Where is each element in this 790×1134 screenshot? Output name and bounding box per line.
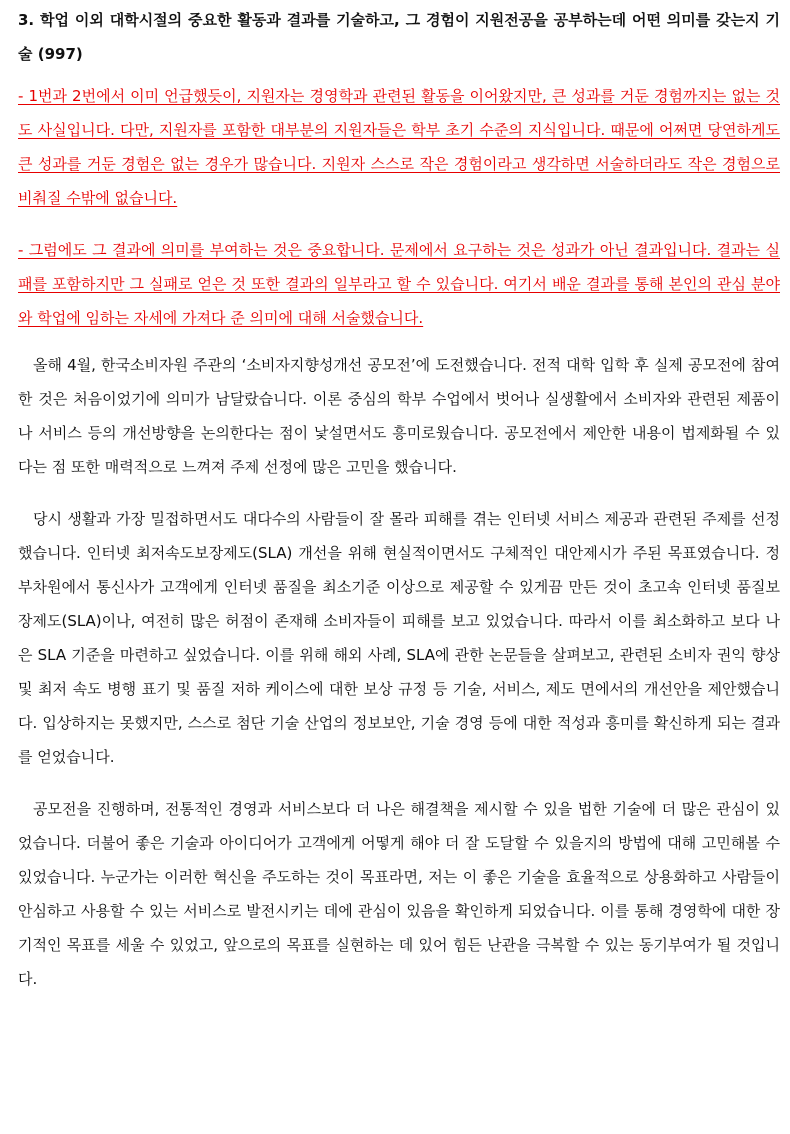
question-heading: 3. 학업 이외 대학시절의 중요한 활동과 결과를 기술하고, 그 경험이 지원전공을 공부하는데 어떤 의미를 갖는지 기술 (997) [18,11,780,63]
advisor-note-2: - 그럼에도 그 결과에 의미를 부여하는 것은 중요합니다. 문제에서 요구하는 것은 성과가 아닌 결과입니다. 결과는 실패를 포함하지만 그 실패로 얻은 것 또한 결과의 일부라고 할 수 있습니다. 여기서 배운 결과를 통해 본인의 관심 분야와 학업에 임하는 자세에 가져다 준 의미에 대해 서술했습니다. [18,241,780,327]
essay-document [18,0,780,996]
essay-paragraph-1: 올해 4월, 한국소비자원 주관의 ‘소비자지향성개선 공모전’에 도전했습니다. 전적 대학 입학 후 실제 공모전에 참여한 것은 처음이었기에 의미가 남달랐습니다. 이론 중심의 학부 수업에서 벗어나 실생활에서 소비자와 관련된 제품이나 서비스 등의 개선방향을 논의한다는 점이 낯설면서도 흥미로웠습니다. 공모전에서 제안한 내용이 법제화될 수 있다는 점 또한 매력적으로 느껴져 주제 선정에 많은 고민을 했습니다. [18,356,780,476]
essay-paragraph-2: 당시 생활과 가장 밀접하면서도 대다수의 사람들이 잘 몰라 피해를 겪는 인터넷 서비스 제공과 관련된 주제를 선정했습니다. 인터넷 최저속도보장제도(SLA) 개선을 위해 현실적이면서도 구체적인 대안제시가 주된 목표였습니다. 정부차원에서 통신사가 고객에게 인터넷 품질을 최소기준 이상으로 제공할 수 있게끔 만든 것이 초고속 인터넷 품질보장제도(SLA)이나, 여전히 많은 허점이 존재해 소비자들이 피해를 보고 있었습니다. 따라서 이를 최소화하고 보다 나은 SLA 기준을 마련하고 싶었습니다. 이를 위해 해외 사례, SLA에 관한 논문들을 살펴보고, 관련된 소비자 권익 향상 및 최저 속도 병행 표기 및 품질 저하 케이스에 대한 보상 규정 등 기술, 서비스, 제도 면에서의 개선안을 제안했습니다. 입상하지는 못했지만, 스스로 첨단 기술 산업의 정보보안, 기술 경영 등에 대한 적성과 흥미를 확신하게 되는 결과를 얻었습니다. [18,510,780,766]
advisor-note-1: - 1번과 2번에서 이미 언급했듯이, 지원자는 경영학과 관련된 활동을 이어왔지만, 큰 성과를 거둔 경험까지는 없는 것도 사실입니다. 다만, 지원자를 포함한 대부분의 지원자들은 학부 초기 수준의 지식입니다. 때문에 어쩌면 당연하게도 큰 성과를 거둔 경험은 없는 경우가 많습니다. 지원자 스스로 작은 경험이라고 생각하면 서술하더라도 작은 경험으로 비춰질 수밖에 없습니다. [18,87,780,207]
essay-paragraph-3: 공모전을 진행하며, 전통적인 경영과 서비스보다 더 나은 해결책을 제시할 수 있을 법한 기술에 더 많은 관심이 있었습니다. 더불어 좋은 기술과 아이디어가 고객에게 어떻게 해야 더 잘 도달할 수 있을지의 방법에 대해 고민해볼 수 있었습니다. 누군가는 이러한 혁신을 주도하는 것이 목표라면, 저는 이 좋은 기술을 효율적으로 상용화하고 사람들이 안심하고 사용할 수 있는 서비스로 발전시키는 데에 관심이 있음을 확인하게 되었습니다. 이를 통해 경영학에 대한 장기적인 목표를 세울 수 있었고, 앞으로의 목표를 실현하는 데 있어 힘든 난관을 극복할 수 있는 동기부여가 될 것입니다. [18,800,780,988]
